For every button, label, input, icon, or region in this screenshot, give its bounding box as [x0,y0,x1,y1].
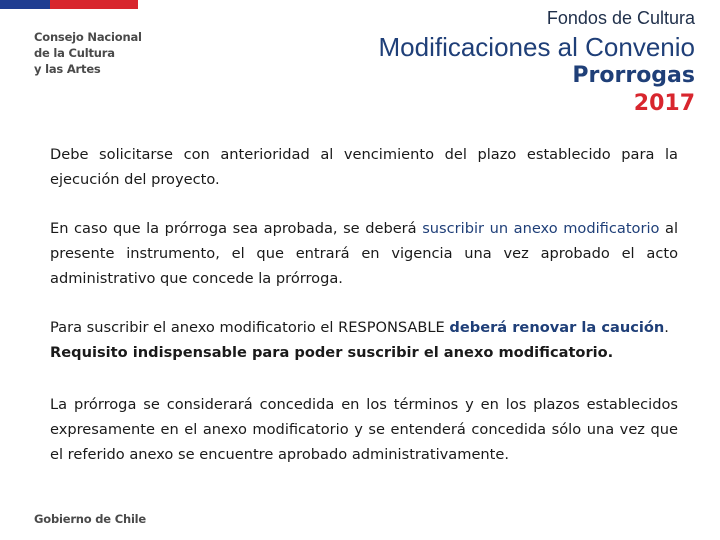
chile-flag-stripe [0,0,138,9]
paragraph-2-highlight: suscribir un anexo modificatorio [422,220,660,237]
header-title: Modificaciones al Convenio [378,32,695,62]
paragraph-3-text-a: Para suscribir el anexo modificatorio el RESPONSABLE [50,319,450,336]
institution-logo [34,29,142,77]
header-year: 2017 [633,91,695,116]
paragraph-2 [50,216,678,291]
paragraph-4: La prórroga se considerará concedida en los términos y en los plazos establecidos expresamente en el anexo modificatorio y se entenderá concedida sólo una vez que el referido anexo se encuentre aprobado administrativamente. [50,396,678,463]
flag-blue-band [0,0,50,9]
paragraph-3 [50,315,678,365]
header-program: Fondos de Cultura [546,8,695,28]
logo-line-1: Consejo Nacional [34,30,142,44]
footer-government-logo: Gobierno de Chile [34,512,147,526]
slide-header [378,6,695,118]
paragraph-1: Debe solicitarse con anterioridad al vencimiento del plazo establecido para la ejecución del proyecto. [50,146,678,188]
paragraph-3-requirement: Requisito indispensable para poder suscribir el anexo modificatorio. [50,344,614,361]
slide-body [50,142,678,467]
paragraph-2-text-a: En caso que la prórroga sea aprobada, se deberá [50,220,423,237]
paragraph-2-text-b: al presente instrumento, el que entrará en vigencia una vez aprobado el acto administrativo que concede la prórroga. [50,220,679,287]
paragraph-3-text-b: . [664,319,669,336]
logo-line-2: de la Cultura [34,46,115,60]
flag-red-band [50,0,138,9]
header-subtitle: Prorrogas [572,63,695,88]
paragraph-3-highlight: deberá renovar la caución [449,319,665,336]
logo-line-3: y las Artes [34,62,101,76]
